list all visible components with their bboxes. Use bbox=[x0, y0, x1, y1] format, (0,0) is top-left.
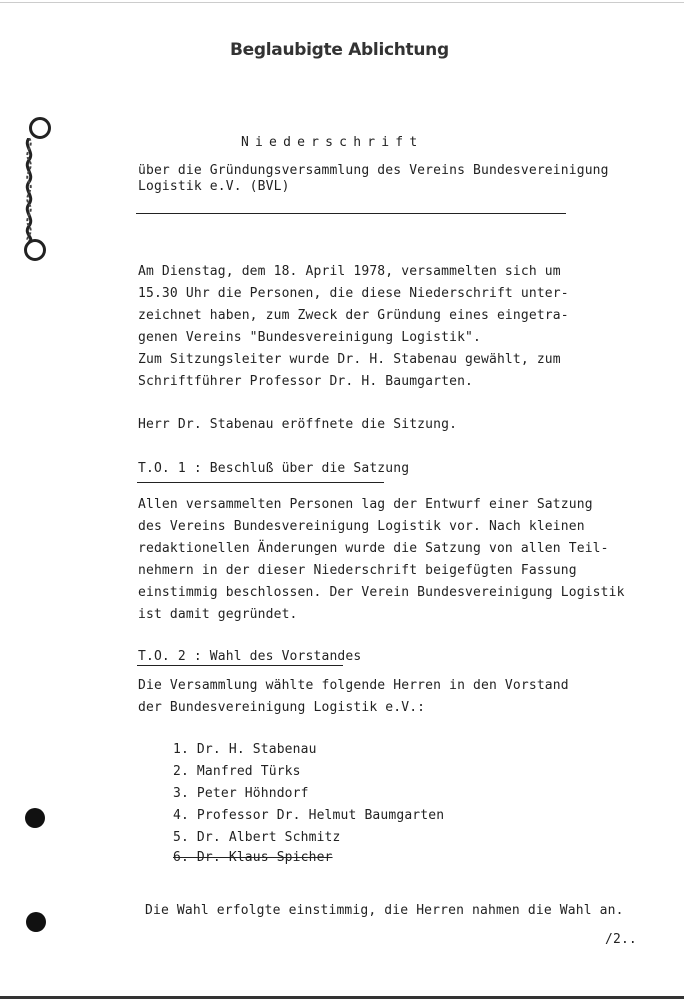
certified-copy-stamp: Beglaubigte Ablichtung bbox=[230, 40, 449, 60]
binding-cord-icon bbox=[22, 138, 36, 242]
intro-line: zeichnet haben, zum Zweck der Gründung eines eingetra- bbox=[138, 308, 569, 323]
board-member: 5. Dr. Albert Schmitz bbox=[173, 830, 341, 845]
punch-hole-top bbox=[29, 117, 51, 139]
board-member: 1. Dr. H. Stabenau bbox=[173, 742, 317, 757]
punch-hole-middle bbox=[24, 239, 46, 261]
punch-hole-bottom bbox=[26, 912, 46, 932]
intro-line: Schriftführer Professor Dr. H. Baumgarten. bbox=[138, 374, 474, 389]
bottom-edge-line bbox=[0, 996, 684, 999]
to2-heading: T.O. 2 : Wahl des Vorstandes bbox=[138, 649, 362, 664]
to2-line: Die Versammlung wählte folgende Herren in den Vorstand bbox=[138, 678, 569, 693]
page-continuation: /2.. bbox=[605, 932, 637, 947]
conclusion-line: Die Wahl erfolgte einstimmig, die Herren nahmen die Wahl an. bbox=[145, 903, 624, 918]
board-member: 2. Manfred Türks bbox=[173, 764, 301, 779]
intro-line: Zum Sitzungsleiter wurde Dr. H. Stabenau gewählt, zum bbox=[138, 352, 561, 367]
intro-line: Am Dienstag, dem 18. April 1978, versammelten sich um bbox=[138, 264, 561, 279]
intro-line: 15.30 Uhr die Personen, die diese Niederschrift unter- bbox=[138, 286, 569, 301]
to1-line: des Vereins Bundesvereinigung Logistik vor. Nach kleinen bbox=[138, 519, 585, 534]
title-divider bbox=[136, 213, 566, 214]
board-member: 4. Professor Dr. Helmut Baumgarten bbox=[173, 808, 445, 823]
top-edge-line bbox=[0, 2, 684, 3]
subtitle-line: Logistik e.V. (BVL) bbox=[138, 179, 290, 194]
to1-line: nehmern in der dieser Niederschrift beigefügten Fassung bbox=[138, 563, 577, 578]
to1-heading-underline bbox=[137, 482, 384, 483]
intro-line: genen Vereins "Bundesvereinigung Logistik". bbox=[138, 330, 481, 345]
opening-line: Herr Dr. Stabenau eröffnete die Sitzung. bbox=[138, 417, 458, 432]
to2-heading-underline bbox=[137, 665, 343, 666]
board-member-struck: 6. Dr. Klaus Spicher bbox=[173, 850, 333, 865]
to1-line: redaktionellen Änderungen wurde die Satzung von allen Teil- bbox=[138, 541, 609, 556]
to1-line: Allen versammelten Personen lag der Entwurf einer Satzung bbox=[138, 497, 593, 512]
document-title: Niederschrift bbox=[241, 135, 424, 150]
to1-heading: T.O. 1 : Beschluß über die Satzung bbox=[138, 461, 410, 476]
board-member: 3. Peter Höhndorf bbox=[173, 786, 309, 801]
to1-line: einstimmig beschlossen. Der Verein Bundesvereinigung Logistik bbox=[138, 585, 625, 600]
to2-line: der Bundesvereinigung Logistik e.V.: bbox=[138, 700, 426, 715]
punch-hole-lower bbox=[25, 808, 45, 828]
to1-line: ist damit gegründet. bbox=[138, 607, 298, 622]
subtitle-line: über die Gründungsversammlung des Vereins Bundesvereinigung bbox=[138, 163, 609, 178]
